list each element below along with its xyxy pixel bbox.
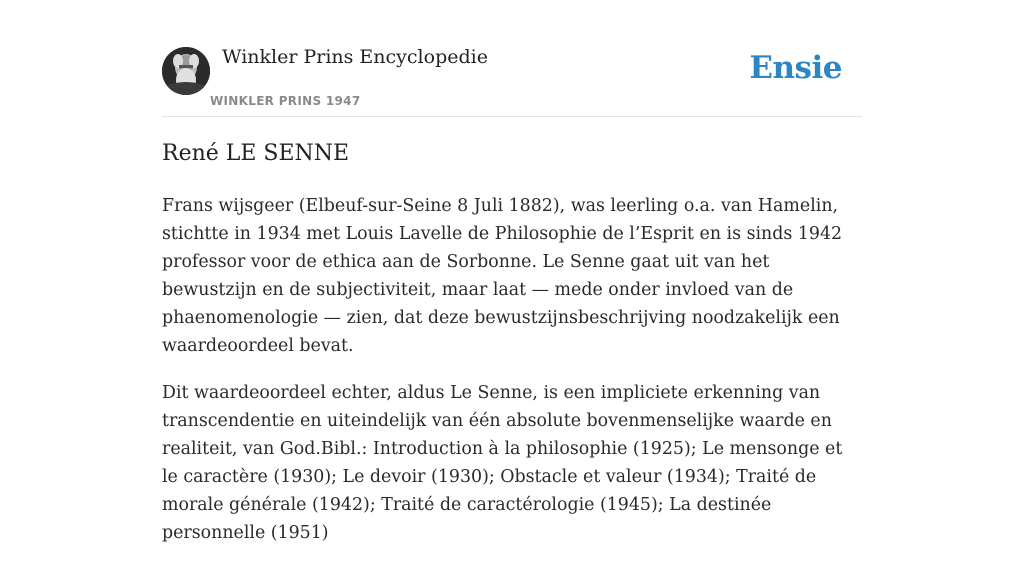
article-paragraph: Dit waardeoordeel echter, aldus Le Senne, is een impliciete erkenning van transcendentie en uiteindelijk van één absolute bovenmenselijke waarde en realiteit, van God.Bibl.: Introduction à la philosophie (1925); Le mensonge et le caractère (1930); Le devoir (1930); Obstacle et valeur (1934); Traité de morale générale (1942); Traité de caractérologie (1945); La destinée personnelle (1951) [162, 383, 843, 543]
site-title-link[interactable]: Winkler Prins Encyclopedie [222, 46, 488, 68]
edition-label: WINKLER PRINS 1947 [210, 94, 361, 108]
header [162, 0, 862, 117]
brand-logo[interactable]: Ensie [749, 50, 842, 86]
article-card [162, 0, 862, 543]
article-body [162, 192, 862, 566]
avatar[interactable] [162, 47, 210, 95]
article-paragraph: Frans wijsgeer (Elbeuf-sur-Seine 8 Juli 1882), was leerling o.a. van Hamelin, stichtte in 1934 met Louis Lavelle de Philosophie de l’Esprit en is sinds 1942 professor voor de ethica aan de Sorbonne. Le Senne gaat uit van het bewustzijn en de subjectiviteit, maar laat — mede onder invloed van de phaenomenologie — zien, dat deze bewustzijnsbeschrijving noodzakelijk een waardeoordeel bevat. [162, 196, 843, 356]
article-title: René LE SENNE [162, 141, 350, 166]
portrait-photo-icon [162, 47, 210, 95]
